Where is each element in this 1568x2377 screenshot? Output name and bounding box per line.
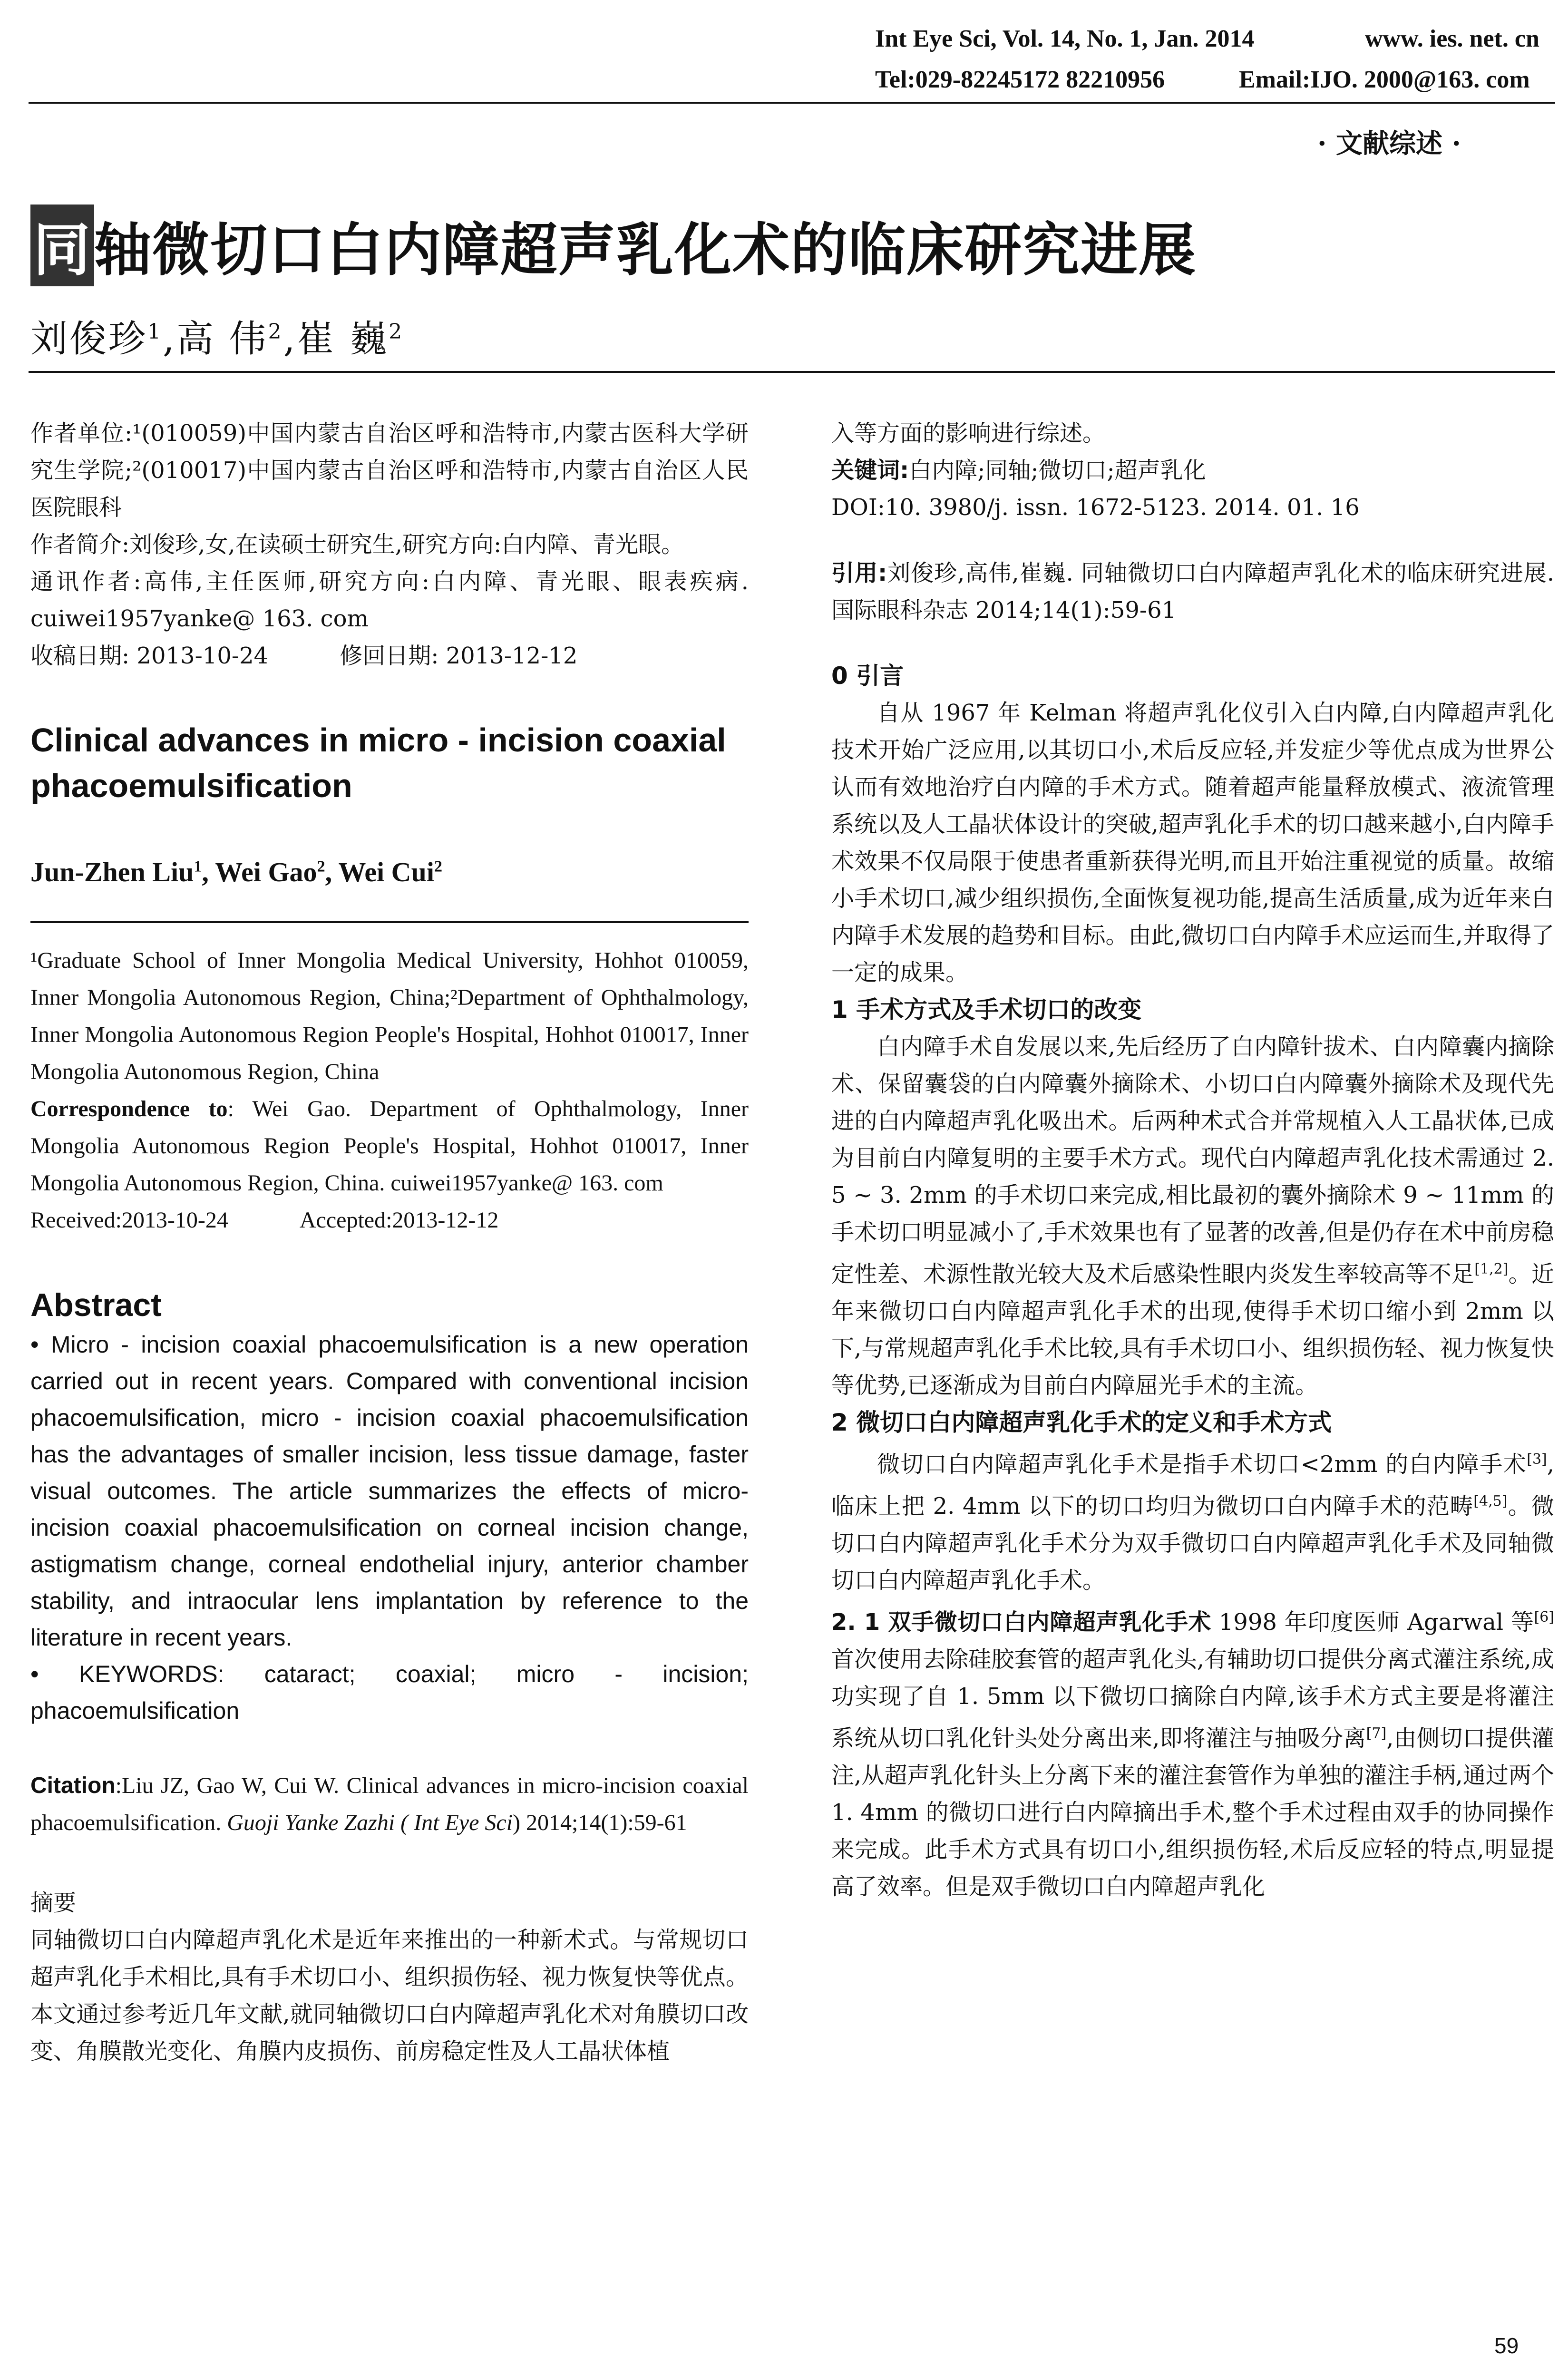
doi: DOI:10. 3980/j. issn. 1672-5123. 2014. 01. 16 — [831, 494, 1360, 521]
left-column — [30, 415, 749, 2070]
abstract-text: • Micro - incision coaxial phacoemulsification is a new operation carried out in recent years. Compared with conventional incision phacoemulsification, micro - incision coaxial phacoemulsification has the advantages of smaller incision, less tissue damage, faster visual outcomes. The article summarizes the effects of micro-incision coaxial phacoemulsification on corneal incision change, astigmatism change, corneal endothelial injury, anterior chamber stability, and intraocular lens implantation by reference to the literature in recent years. — [30, 1331, 749, 1651]
section-2-1-text: 2. 1 双手微切口白内障超声乳化手术 1998 年印度医师 Agarwal 等[6]首次使用去除硅胶套管的超声乳化头,有辅助切口提供分离式灌注系统,成功实现了自 1. 5mm 以下微切口摘除白内障,该手术方式主要是将灌注系统从切口乳化针头处分离出来,即将灌注与抽吸分离[7],由侧切口提供灌注,从超声乳化针头上分离下来的灌注套管作为单独的灌注手柄,通过两个 1. 4mm 的微切口进行白内障摘出手术,整个手术过程由双手的协同操作来完成。此手术方式具有切口小,组织损伤轻,术后反应轻的特点,明显提高了效率。但是双手微切口白内障超声乳化 — [831, 1609, 1554, 1900]
keywords-en: • KEYWORDS: cataract; coaxial; micro - incision; phacoemulsification — [30, 1661, 749, 1724]
dates-cn: 收稿日期: 2013-10-24 修回日期: 2013-12-12 — [30, 643, 578, 669]
en-authors-rule — [30, 921, 749, 923]
section-0-text: 自从 1967 年 Kelman 将超声乳化仪引入白内障,白内障超声乳化技术开始广泛应用,以其切口小,术后反应轻,并发症少等优点成为世界公认而有效地治疗白内障的手术方式。随着超声能量释放模式、液流管理系统以及人工晶状体设计的突破,超声乳化手术的切口越来越小,白内障手术效果不仅局限于使患者重新获得光明,而且开始注重视觉的质量。故缩小手术切口,减少组织损伤,全面恢复视功能,提高生活质量,成为近年来白内障手术发展的趋势和目标。由此,微切口白内障手术应运而生,并取得了一定的成果。 — [831, 700, 1554, 986]
cn-abstract-text: 同轴微切口白内障超声乳化术是近年来推出的一种新术式。与常规切口超声乳化手术相比,具有手术切口小、组织损伤轻、视力恢复快等优点。本文通过参考近几年文献,就同轴微切口白内障超声乳化术对角膜切口改变、角膜散光变化、角膜内皮损伤、前房稳定性及人工晶状体植 — [30, 1927, 749, 2065]
journal-website: www. ies. net. cn — [1365, 25, 1539, 52]
section-0-heading: 0 引言 — [831, 662, 904, 690]
cn-abstract-cont: 入等方面的影响进行综述。 — [831, 420, 1106, 447]
received-accepted: Received:2013-10-24 Accepted:2013-12-12 — [30, 1208, 499, 1233]
section-1-text: 白内障手术自发展以来,先后经历了白内障针拔术、白内障囊内摘除术、保留囊袋的白内障囊外摘除术、小切口白内障囊外摘除术及现代先进的白内障超声乳化吸出术。后两种术式合并常规植入人工晶状体,已成为目前白内障复明的主要手术方式。现代白内障超声乳化技术需通过 2. 5 ~ 3. 2mm 的手术切口来完成,相比最初的囊外摘除术 9 ~ 11mm 的手术切口明显减小了,手术效果也有了显著的改善,但是仍存在术中前房稳定性差、术源性散光较大及术后感染性眼内炎发生率较高等不足[1,2]。近年来微切口白内障超声乳化手术的出现,使得手术切口缩小到 2mm 以下,与常规超声乳化手术比较,具有手术切口小、组织损伤轻、视力恢复快等优势,已逐渐成为目前白内障屈光手术的主流。 — [831, 1033, 1554, 1399]
section-tag: · 文献综述 · — [1317, 128, 1461, 159]
journal-tel: Tel:029-82245172 82210956 — [875, 66, 1165, 93]
authors-cn: 刘俊珍$^1$,高 伟$^2$,崔 巍$^2$ — [30, 318, 404, 360]
right-column — [831, 415, 1554, 1905]
header-rule — [29, 102, 1555, 104]
author-intro: 作者简介:刘俊珍,女,在读硕士研究生,研究方向:白内障、青光眼。 — [30, 531, 684, 558]
abstract-heading: Abstract — [30, 1287, 162, 1323]
page-title — [30, 205, 1197, 286]
english-authors: Jun-Zhen Liu$^1$, Wei Gao$^2$, Wei Cui$^2$ — [30, 857, 442, 887]
title-text: 轴微切口白内障超声乳化术的临床研究进展 — [94, 217, 1197, 283]
page-number: 59 — [1494, 2333, 1519, 2358]
title-initial: 同 — [30, 205, 94, 286]
cn-abstract-heading: 摘要 — [30, 1890, 77, 1916]
keywords-cn: 关键词:白内障;同轴;微切口;超声乳化 — [831, 457, 1206, 484]
corresponding-author: 通讯作者:高伟,主任医师,研究方向:白内障、青光眼、眼表疾病. cuiwei1957yanke@ 163. com — [30, 568, 749, 632]
section-2-heading: 2 微切口白内障超声乳化手术的定义和手术方式 — [831, 1409, 1332, 1436]
citation-en: Citation:Liu JZ, Gao W, Cui W. Clinical advances in micro-incision coaxial phacoemulsification. Guoji Yanke Zazhi ( Int Eye Sci) 2014;14(1):59-61 — [30, 1773, 749, 1835]
journal-email: Email:IJO. 2000@163. com — [1239, 66, 1530, 93]
english-title: Clinical advances in micro - incision coaxial phacoemulsification — [30, 721, 726, 804]
affiliation: ¹Graduate School of Inner Mongolia Medical University, Hohhot 010059, Inner Mongolia Autonomous Region, China;²Department of Ophthalmology, Inner Mongolia Autonomous Region People's Hospital, Hohhot 010017, Inner Mongolia Autonomous Region, China — [30, 948, 749, 1084]
authors-rule — [29, 371, 1555, 373]
correspondence: Correspondence to: Wei Gao. Department of Ophthalmology, Inner Mongolia Autonomous Region People's Hospital, Hohhot 010017, Inner Mongolia Autonomous Region, China. cuiwei1957yanke@ 163. com — [30, 1096, 749, 1196]
citation-cn: 引用:刘俊珍,高伟,崔巍. 同轴微切口白内障超声乳化术的临床研究进展. 国际眼科杂志 2014;14(1):59-61 — [831, 560, 1554, 623]
section-2-text: 微切口白内障超声乳化手术是指手术切口<2mm 的白内障手术[3],临床上把 2. 4mm 以下的切口均归为微切口白内障手术的范畴[4,5]。微切口白内障超声乳化手术分为双手微切口白内障超声乳化手术及同轴微切口白内障超声乳化手术。 — [831, 1451, 1554, 1594]
journal-info: Int Eye Sci, Vol. 14, No. 1, Jan. 2014 — [875, 25, 1255, 52]
section-1-heading: 1 手术方式及手术切口的改变 — [831, 996, 1142, 1023]
author-unit: 作者单位:¹(010059)中国内蒙古自治区呼和浩特市,内蒙古医科大学研究生学院;²(010017)中国内蒙古自治区呼和浩特市,内蒙古自治区人民医院眼科 — [30, 420, 749, 521]
